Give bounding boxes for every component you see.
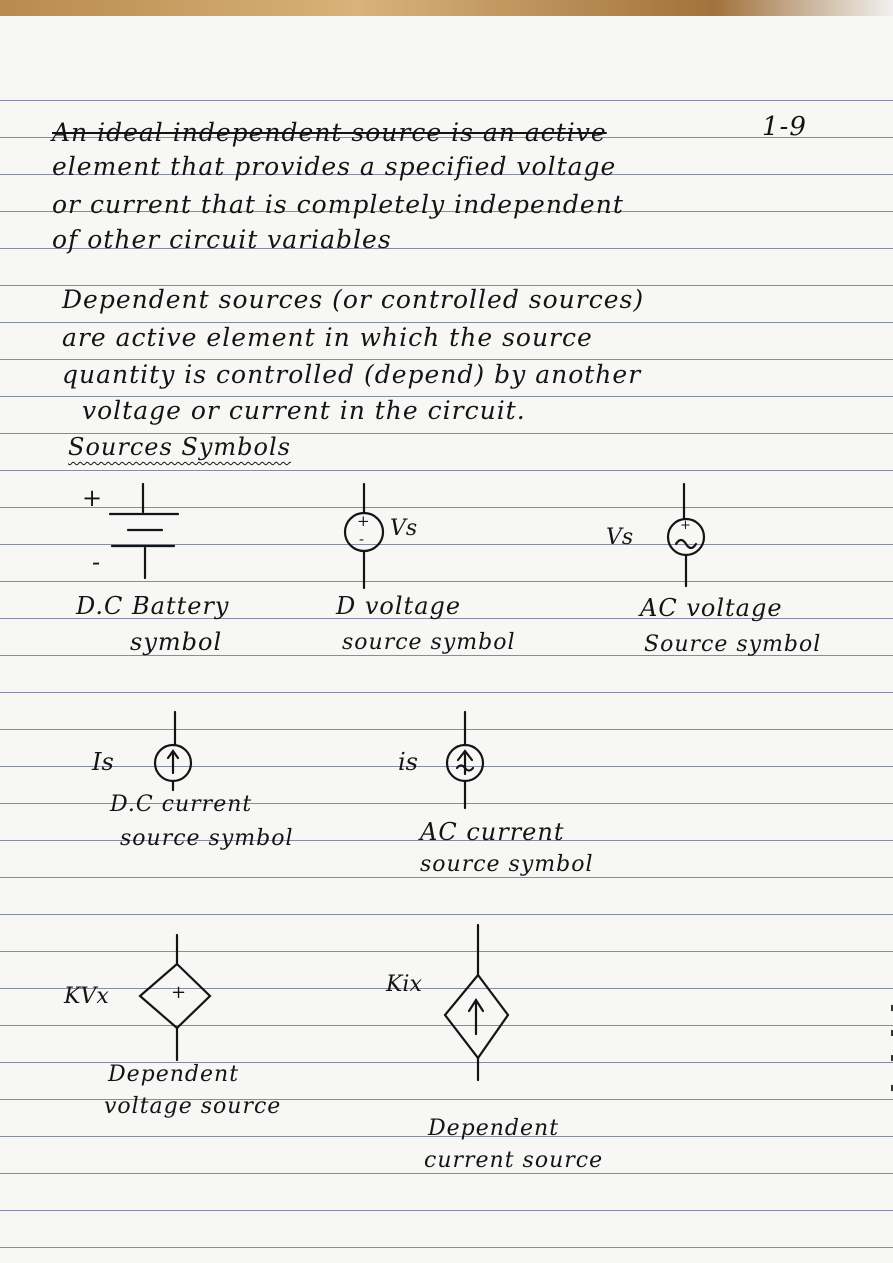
dc-current-label: Is [92, 748, 114, 776]
dc-voltage-minus: - [359, 530, 365, 548]
ac-voltage-caption-2: Source symbol [644, 632, 822, 657]
ac-voltage-caption-1: AC voltage [640, 594, 783, 622]
dc-voltage-plus: + [357, 512, 370, 530]
dc-current-caption-2: source symbol [120, 826, 294, 851]
section-heading: Sources Symbols [68, 433, 291, 461]
battery-plus: + [82, 484, 103, 512]
ac-current-caption-2: source symbol [420, 852, 594, 877]
dep-voltage-caption-2: voltage source [104, 1094, 282, 1119]
dep-voltage-caption-1: Dependent [108, 1062, 240, 1087]
ac-current-label: is [398, 748, 418, 776]
dep-voltage-plus: + [171, 982, 187, 1003]
dependent-def-line-1: Dependent sources (or controlled sources) [62, 285, 645, 314]
independent-def-line-3: or current that is completely independent [52, 190, 624, 219]
dep-voltage-label: KVx [64, 984, 109, 1009]
dependent-def-line-4: voltage or current in the circuit. [82, 396, 526, 425]
dc-battery-caption-2: symbol [130, 628, 223, 656]
ac-current-caption-1: AC current [420, 818, 565, 846]
ac-voltage-label: Vs [606, 525, 634, 550]
ac-voltage-plus: + [680, 518, 691, 533]
battery-symbol [110, 484, 178, 578]
dep-current-caption-2: current source [424, 1148, 604, 1173]
independent-def-line-1: An ideal independent source is an active [52, 118, 607, 147]
independent-def-line-4: of other circuit variables [52, 225, 392, 254]
battery-minus: - [92, 548, 101, 576]
dc-voltage-caption-1: D voltage [336, 592, 462, 620]
dc-battery-caption-1: D.C Battery [76, 592, 230, 620]
dc-current-caption-1: D.C current [110, 792, 253, 817]
dependent-current-source-symbol [445, 925, 508, 1080]
dependent-def-line-3: quantity is controlled (depend) by another [62, 360, 642, 389]
ac-voltage-source-symbol [668, 484, 704, 586]
dep-current-caption-1: Dependent [428, 1116, 560, 1141]
dc-voltage-caption-2: source symbol [342, 630, 516, 655]
dependent-def-line-2: are active element in which the source [62, 323, 593, 352]
page-number: 1-9 [762, 112, 807, 142]
dep-current-label: Kix [386, 972, 422, 997]
dc-voltage-label: Vs [390, 516, 418, 541]
independent-def-line-2: element that provides a specified voltage [52, 152, 617, 181]
ac-current-source-symbol [447, 712, 483, 808]
dc-current-source-symbol [155, 712, 191, 790]
